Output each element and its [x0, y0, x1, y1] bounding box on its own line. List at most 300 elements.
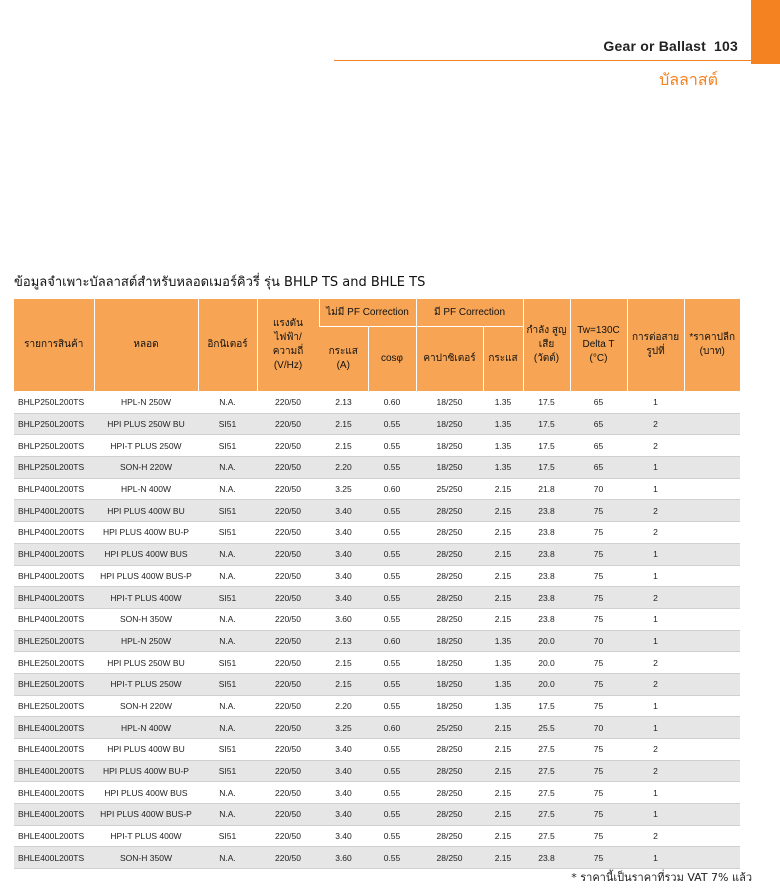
cell-price	[684, 608, 740, 630]
cell-ignitor: N.A.	[198, 392, 257, 414]
cell-loss: 23.8	[523, 522, 570, 544]
cell-ignitor: N.A.	[198, 717, 257, 739]
table-row	[14, 565, 740, 587]
cell-voltage: 220/50	[257, 717, 319, 739]
table-row	[14, 543, 740, 565]
cell-voltage: 220/50	[257, 847, 319, 869]
col-group-no-pf: ไม่มี PF Correction	[319, 299, 416, 327]
cell-price	[684, 717, 740, 739]
cell-cos: 0.55	[368, 652, 416, 674]
cell-wiring-figure: 2	[627, 522, 684, 544]
cell-ignitor: SI51	[198, 760, 257, 782]
cell-lamp: HPI-T PLUS 250W	[94, 673, 198, 695]
table-row	[14, 782, 740, 804]
cell-wiring-figure: 1	[627, 457, 684, 479]
cell-voltage: 220/50	[257, 630, 319, 652]
cell-voltage: 220/50	[257, 608, 319, 630]
cell-pf-current: 2.15	[483, 739, 523, 761]
cell-loss: 17.5	[523, 695, 570, 717]
cell-voltage: 220/50	[257, 760, 319, 782]
cell-price	[684, 565, 740, 587]
cell-ignitor: N.A.	[198, 782, 257, 804]
cell-pf-current: 1.35	[483, 457, 523, 479]
cell-capacitor: 28/250	[416, 739, 483, 761]
cell-capacitor: 28/250	[416, 847, 483, 869]
cell-pf-current: 2.15	[483, 782, 523, 804]
col-header-tw: Tw=130C Delta T (°C)	[570, 299, 627, 392]
cell-loss: 23.8	[523, 543, 570, 565]
cell-price	[684, 760, 740, 782]
cell-pf-current: 2.15	[483, 608, 523, 630]
col-header-pf-current: กระแส	[483, 327, 523, 392]
cell-capacitor: 28/250	[416, 543, 483, 565]
cell-current: 2.15	[319, 673, 368, 695]
cell-price	[684, 782, 740, 804]
cell-price	[684, 500, 740, 522]
cell-wiring-figure: 2	[627, 587, 684, 609]
cell-delta-t: 75	[570, 543, 627, 565]
cell-current: 3.25	[319, 478, 368, 500]
cell-wiring-figure: 1	[627, 478, 684, 500]
cell-wiring-figure: 1	[627, 695, 684, 717]
cell-ignitor: SI51	[198, 825, 257, 847]
table-row	[14, 695, 740, 717]
cell-capacitor: 18/250	[416, 392, 483, 414]
cell-cos: 0.55	[368, 522, 416, 544]
cell-code: BHLE400L200TS	[14, 782, 94, 804]
cell-voltage: 220/50	[257, 565, 319, 587]
cell-loss: 25.5	[523, 717, 570, 739]
table-row	[14, 760, 740, 782]
table-row	[14, 413, 740, 435]
cell-ignitor: SI51	[198, 500, 257, 522]
cell-lamp: HPI-T PLUS 250W	[94, 435, 198, 457]
cell-cos: 0.60	[368, 478, 416, 500]
cell-lamp: HPI PLUS 400W BUS	[94, 543, 198, 565]
table-body	[14, 392, 740, 869]
cell-ignitor: N.A.	[198, 804, 257, 826]
cell-ignitor: N.A.	[198, 630, 257, 652]
cell-delta-t: 75	[570, 565, 627, 587]
cell-lamp: SON-H 350W	[94, 608, 198, 630]
cell-pf-current: 2.15	[483, 825, 523, 847]
cell-loss: 20.0	[523, 652, 570, 674]
cell-code: BHLE250L200TS	[14, 695, 94, 717]
cell-price	[684, 457, 740, 479]
cell-capacitor: 28/250	[416, 565, 483, 587]
cell-price	[684, 587, 740, 609]
cell-price	[684, 413, 740, 435]
table-row	[14, 608, 740, 630]
cell-voltage: 220/50	[257, 392, 319, 414]
cell-cos: 0.55	[368, 587, 416, 609]
cell-price	[684, 695, 740, 717]
cell-capacitor: 18/250	[416, 673, 483, 695]
cell-cos: 0.55	[368, 825, 416, 847]
cell-current: 3.40	[319, 522, 368, 544]
cell-loss: 20.0	[523, 630, 570, 652]
cell-capacitor: 18/250	[416, 435, 483, 457]
table-row	[14, 435, 740, 457]
cell-voltage: 220/50	[257, 739, 319, 761]
table-row	[14, 587, 740, 609]
page-number: 103	[714, 38, 738, 54]
cell-current: 2.13	[319, 392, 368, 414]
col-header-code: รายการสินค้า	[14, 299, 94, 392]
cell-pf-current: 1.35	[483, 413, 523, 435]
price-footnote: * ราคานี้เป็นราคาที่รวม VAT 7% แล้ว	[571, 871, 752, 884]
cell-voltage: 220/50	[257, 673, 319, 695]
cell-lamp: HPL-N 250W	[94, 392, 198, 414]
cell-cos: 0.55	[368, 435, 416, 457]
cell-capacitor: 18/250	[416, 413, 483, 435]
cell-lamp: HPI PLUS 400W BUS-P	[94, 565, 198, 587]
cell-lamp: HPL-N 400W	[94, 717, 198, 739]
col-header-price: *ราคาปลีก (บาท)	[684, 299, 740, 392]
col-header-lamp: หลอด	[94, 299, 198, 392]
cell-code: BHLP250L200TS	[14, 457, 94, 479]
cell-delta-t: 70	[570, 630, 627, 652]
cell-lamp: HPI PLUS 400W BUS-P	[94, 804, 198, 826]
cell-voltage: 220/50	[257, 457, 319, 479]
cell-delta-t: 75	[570, 587, 627, 609]
cell-loss: 23.8	[523, 565, 570, 587]
cell-lamp: HPL-N 400W	[94, 478, 198, 500]
cell-price	[684, 478, 740, 500]
col-header-no-pf-current: กระแส (A)	[319, 327, 368, 392]
cell-current: 2.15	[319, 435, 368, 457]
cell-voltage: 220/50	[257, 804, 319, 826]
cell-lamp: SON-H 220W	[94, 457, 198, 479]
cell-delta-t: 75	[570, 847, 627, 869]
cell-delta-t: 75	[570, 739, 627, 761]
cell-loss: 23.8	[523, 847, 570, 869]
cell-code: BHLE400L200TS	[14, 804, 94, 826]
cell-ignitor: SI51	[198, 673, 257, 695]
cell-lamp: HPI PLUS 400W BU-P	[94, 760, 198, 782]
cell-lamp: HPI PLUS 400W BUS	[94, 782, 198, 804]
cell-code: BHLP250L200TS	[14, 435, 94, 457]
cell-pf-current: 2.15	[483, 760, 523, 782]
cell-cos: 0.60	[368, 717, 416, 739]
cell-pf-current: 2.15	[483, 522, 523, 544]
cell-current: 3.60	[319, 608, 368, 630]
cell-price	[684, 847, 740, 869]
cell-wiring-figure: 1	[627, 608, 684, 630]
cell-loss: 23.8	[523, 500, 570, 522]
cell-current: 3.40	[319, 587, 368, 609]
cell-lamp: HPL-N 250W	[94, 630, 198, 652]
cell-cos: 0.55	[368, 739, 416, 761]
cell-current: 3.40	[319, 543, 368, 565]
cell-cos: 0.55	[368, 804, 416, 826]
cell-wiring-figure: 1	[627, 543, 684, 565]
cell-pf-current: 2.15	[483, 804, 523, 826]
cell-current: 3.40	[319, 782, 368, 804]
cell-current: 3.40	[319, 825, 368, 847]
col-header-wiring: การต่อสาย รูปที่	[627, 299, 684, 392]
cell-delta-t: 75	[570, 608, 627, 630]
cell-ignitor: SI51	[198, 413, 257, 435]
table-row	[14, 630, 740, 652]
cell-pf-current: 1.35	[483, 673, 523, 695]
cell-ignitor: N.A.	[198, 457, 257, 479]
table-row	[14, 457, 740, 479]
cell-code: BHLE400L200TS	[14, 739, 94, 761]
cell-capacitor: 18/250	[416, 695, 483, 717]
cell-pf-current: 1.35	[483, 435, 523, 457]
cell-cos: 0.60	[368, 630, 416, 652]
cell-capacitor: 28/250	[416, 608, 483, 630]
cell-price	[684, 522, 740, 544]
cell-ignitor: N.A.	[198, 608, 257, 630]
cell-current: 2.15	[319, 652, 368, 674]
cell-wiring-figure: 2	[627, 652, 684, 674]
cell-voltage: 220/50	[257, 652, 319, 674]
cell-ignitor: N.A.	[198, 565, 257, 587]
cell-loss: 27.5	[523, 825, 570, 847]
cell-code: BHLP250L200TS	[14, 392, 94, 414]
cell-price	[684, 630, 740, 652]
cell-delta-t: 70	[570, 717, 627, 739]
cell-voltage: 220/50	[257, 825, 319, 847]
cell-loss: 27.5	[523, 760, 570, 782]
cell-current: 2.15	[319, 413, 368, 435]
cell-voltage: 220/50	[257, 587, 319, 609]
cell-code: BHLE250L200TS	[14, 673, 94, 695]
cell-current: 3.40	[319, 500, 368, 522]
cell-lamp: SON-H 220W	[94, 695, 198, 717]
cell-cos: 0.55	[368, 500, 416, 522]
cell-voltage: 220/50	[257, 695, 319, 717]
table-row	[14, 804, 740, 826]
col-header-loss: กำลัง สูญเสีย (วัตต์)	[523, 299, 570, 392]
cell-pf-current: 2.15	[483, 565, 523, 587]
cell-delta-t: 75	[570, 500, 627, 522]
cell-wiring-figure: 1	[627, 392, 684, 414]
cell-lamp: HPI-T PLUS 400W	[94, 825, 198, 847]
cell-cos: 0.55	[368, 565, 416, 587]
cell-pf-current: 2.15	[483, 543, 523, 565]
cell-price	[684, 825, 740, 847]
cell-wiring-figure: 2	[627, 825, 684, 847]
cell-ignitor: N.A.	[198, 695, 257, 717]
cell-loss: 17.5	[523, 457, 570, 479]
cell-loss: 27.5	[523, 782, 570, 804]
cell-delta-t: 75	[570, 695, 627, 717]
cell-code: BHLP250L200TS	[14, 413, 94, 435]
cell-voltage: 220/50	[257, 543, 319, 565]
cell-capacitor: 25/250	[416, 478, 483, 500]
chapter-tab	[751, 0, 780, 64]
cell-cos: 0.55	[368, 608, 416, 630]
table-row	[14, 847, 740, 869]
header-subtitle: บัลลาสต์	[659, 70, 718, 89]
cell-price	[684, 392, 740, 414]
cell-ignitor: N.A.	[198, 847, 257, 869]
cell-capacitor: 28/250	[416, 760, 483, 782]
table-row	[14, 717, 740, 739]
cell-cos: 0.55	[368, 695, 416, 717]
cell-code: BHLP400L200TS	[14, 500, 94, 522]
cell-loss: 27.5	[523, 804, 570, 826]
page-header	[603, 38, 738, 54]
table-row	[14, 825, 740, 847]
cell-delta-t: 75	[570, 522, 627, 544]
cell-loss: 23.8	[523, 608, 570, 630]
cell-lamp: HPI PLUS 250W BU	[94, 652, 198, 674]
cell-wiring-figure: 1	[627, 847, 684, 869]
cell-delta-t: 75	[570, 760, 627, 782]
cell-lamp: HPI PLUS 400W BU-P	[94, 522, 198, 544]
table-row	[14, 673, 740, 695]
cell-loss: 23.8	[523, 587, 570, 609]
cell-ignitor: SI51	[198, 652, 257, 674]
cell-current: 3.40	[319, 804, 368, 826]
cell-ignitor: N.A.	[198, 478, 257, 500]
col-group-pf: มี PF Correction	[416, 299, 523, 327]
cell-current: 3.40	[319, 565, 368, 587]
cell-lamp: SON-H 350W	[94, 847, 198, 869]
cell-code: BHLE250L200TS	[14, 652, 94, 674]
cell-capacitor: 18/250	[416, 630, 483, 652]
cell-wiring-figure: 2	[627, 673, 684, 695]
cell-pf-current: 1.35	[483, 652, 523, 674]
cell-lamp: HPI PLUS 250W BU	[94, 413, 198, 435]
cell-code: BHLE400L200TS	[14, 825, 94, 847]
col-header-pf-capacitor: คาปาซิเตอร์	[416, 327, 483, 392]
cell-voltage: 220/50	[257, 782, 319, 804]
cell-loss: 17.5	[523, 435, 570, 457]
cell-lamp: HPI-T PLUS 400W	[94, 587, 198, 609]
cell-price	[684, 543, 740, 565]
cell-capacitor: 28/250	[416, 825, 483, 847]
cell-capacitor: 28/250	[416, 587, 483, 609]
header-title: Gear or Ballast	[603, 38, 707, 54]
cell-pf-current: 2.15	[483, 587, 523, 609]
cell-cos: 0.55	[368, 847, 416, 869]
cell-delta-t: 65	[570, 457, 627, 479]
cell-ignitor: SI51	[198, 435, 257, 457]
cell-voltage: 220/50	[257, 522, 319, 544]
cell-delta-t: 70	[570, 478, 627, 500]
table-row	[14, 478, 740, 500]
table-row	[14, 739, 740, 761]
cell-pf-current: 1.35	[483, 695, 523, 717]
cell-voltage: 220/50	[257, 413, 319, 435]
cell-current: 2.13	[319, 630, 368, 652]
cell-price	[684, 673, 740, 695]
table-row	[14, 652, 740, 674]
cell-lamp: HPI PLUS 400W BU	[94, 500, 198, 522]
cell-lamp: HPI PLUS 400W BU	[94, 739, 198, 761]
cell-ignitor: SI51	[198, 522, 257, 544]
table-row	[14, 522, 740, 544]
cell-voltage: 220/50	[257, 500, 319, 522]
cell-cos: 0.55	[368, 457, 416, 479]
cell-ignitor: N.A.	[198, 543, 257, 565]
cell-loss: 17.5	[523, 413, 570, 435]
cell-cos: 0.55	[368, 782, 416, 804]
cell-delta-t: 75	[570, 825, 627, 847]
cell-capacitor: 18/250	[416, 652, 483, 674]
cell-pf-current: 1.35	[483, 392, 523, 414]
cell-capacitor: 25/250	[416, 717, 483, 739]
header-rule	[334, 60, 780, 61]
cell-price	[684, 435, 740, 457]
cell-capacitor: 28/250	[416, 804, 483, 826]
cell-capacitor: 28/250	[416, 500, 483, 522]
cell-wiring-figure: 2	[627, 739, 684, 761]
cell-code: BHLP400L200TS	[14, 543, 94, 565]
section-title: ข้อมูลจำเพาะบัลลาสต์สำหรับหลอดเมอร์คิวรี่ รุ่น BHLP TS and BHLE TS	[14, 275, 426, 290]
cell-code: BHLP400L200TS	[14, 608, 94, 630]
cell-voltage: 220/50	[257, 478, 319, 500]
cell-delta-t: 65	[570, 413, 627, 435]
col-header-ignitor: อิกนิเตอร์	[198, 299, 257, 392]
cell-current: 3.25	[319, 717, 368, 739]
cell-ignitor: SI51	[198, 587, 257, 609]
cell-ignitor: SI51	[198, 739, 257, 761]
cell-cos: 0.55	[368, 673, 416, 695]
cell-delta-t: 75	[570, 804, 627, 826]
cell-wiring-figure: 2	[627, 413, 684, 435]
cell-delta-t: 75	[570, 782, 627, 804]
cell-wiring-figure: 1	[627, 565, 684, 587]
cell-wiring-figure: 2	[627, 760, 684, 782]
cell-pf-current: 2.15	[483, 500, 523, 522]
cell-wiring-figure: 2	[627, 435, 684, 457]
cell-current: 2.20	[319, 695, 368, 717]
cell-wiring-figure: 2	[627, 500, 684, 522]
cell-cos: 0.55	[368, 760, 416, 782]
cell-current: 3.40	[319, 760, 368, 782]
cell-wiring-figure: 1	[627, 630, 684, 652]
cell-cos: 0.55	[368, 543, 416, 565]
cell-loss: 20.0	[523, 673, 570, 695]
cell-delta-t: 75	[570, 652, 627, 674]
cell-code: BHLE400L200TS	[14, 847, 94, 869]
cell-cos: 0.60	[368, 392, 416, 414]
cell-current: 3.60	[319, 847, 368, 869]
table-row	[14, 392, 740, 414]
cell-cos: 0.55	[368, 413, 416, 435]
cell-wiring-figure: 1	[627, 782, 684, 804]
cell-code: BHLE400L200TS	[14, 760, 94, 782]
cell-pf-current: 2.15	[483, 478, 523, 500]
cell-code: BHLE250L200TS	[14, 630, 94, 652]
cell-code: BHLE400L200TS	[14, 717, 94, 739]
cell-pf-current: 2.15	[483, 717, 523, 739]
cell-code: BHLP400L200TS	[14, 565, 94, 587]
cell-wiring-figure: 1	[627, 804, 684, 826]
cell-delta-t: 65	[570, 392, 627, 414]
cell-capacitor: 28/250	[416, 782, 483, 804]
cell-capacitor: 28/250	[416, 522, 483, 544]
cell-delta-t: 75	[570, 673, 627, 695]
ballast-spec-table	[14, 299, 740, 869]
cell-code: BHLP400L200TS	[14, 587, 94, 609]
cell-current: 2.20	[319, 457, 368, 479]
cell-voltage: 220/50	[257, 435, 319, 457]
cell-code: BHLP400L200TS	[14, 478, 94, 500]
table-row	[14, 500, 740, 522]
cell-wiring-figure: 1	[627, 717, 684, 739]
cell-loss: 27.5	[523, 739, 570, 761]
cell-loss: 17.5	[523, 392, 570, 414]
cell-price	[684, 739, 740, 761]
cell-current: 3.40	[319, 739, 368, 761]
